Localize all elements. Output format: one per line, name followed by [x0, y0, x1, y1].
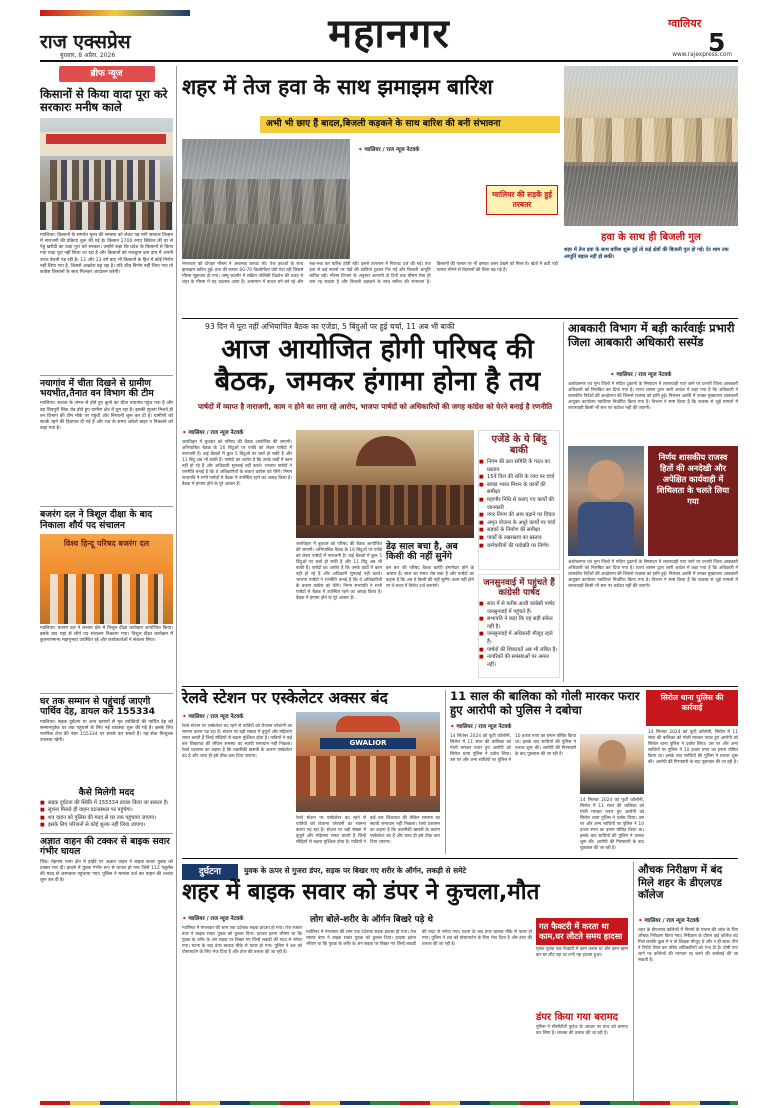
top-story-subheadline: अभी भी छाए हैं बादल,बिजली कड़कने के साथ बारिश की बनी संभावना	[266, 119, 501, 129]
council-kicker: 93 दिन में पूरा नहीं अभियाचित बैठक का एजेंडा, 5 बिंदुओं पर हुई चर्चा, 11 अब भी बाकी	[205, 322, 455, 331]
accident-body: ग्वालियर में मंगलवार की शाम एक दर्दनाक सड़क हादसा हो गया। तेज रफ्तार डंपर ने बाइक सवार युवक को कुचल दिया। हादसा इतना भीषण था कि युवक के शरीर के अंग सड़क पर बिखर गए जिन्हें लकड़ी की मदद से समेटा गया। घटना के बाद डंपर चालक मौके से फरार हो गया। पुलिस ने शव को पोस्टमार्टम के लिए भेज दिया है और डंपर की तलाश की जा रही है।	[182, 926, 304, 955]
accident-headline: शहर में बाइक सवार को डंपर ने कुचला,मौत	[182, 879, 540, 905]
congress-box	[478, 574, 560, 678]
shooting-badge	[646, 690, 738, 726]
shooting-byline: ✦ ग्वालियर / राज न्यूज नेटवर्क	[450, 722, 511, 730]
brief-4-headline: घर तक सम्मान से पहुंचाई जाएगी पार्थिव देह, डायल करें 155334	[40, 695, 156, 718]
brief-6-body: भिंड। मेहगांव थाना क्षेत्र में हाईवे पर अज्ञात वाहन ने बाइक सवार युवक को टक्कर मार दी। हादसे में युवक गंभीर रूप से घायल हो गया जिसे 112 एंबुलेंस की मदद से अस्पताल पहुंचाया गया। पुलिस ने मामला दर्ज कर वाहन की तलाश शुरू कर दी है।	[40, 859, 175, 884]
help-point: ■ सूचना मिलते ही वाहन घटनास्थल पर पहुंचेगा।	[40, 807, 173, 815]
college-byline: ✦ ग्वालियर / राज न्यूज नेटवर्क	[638, 916, 699, 924]
shooting-badge-text: सिरोल थाना पुलिस की कार्रवाई	[660, 693, 724, 712]
top-story-byline: ✦ ग्वालियर / राज न्यूज नेटवर्क	[358, 145, 419, 153]
shooting-headline: 11 साल की बालिका को गोली मारकर फरार हुए आरोपी को पुलिस ने दबोचा	[450, 689, 640, 717]
website: www.rajexpress.com	[672, 52, 732, 58]
help-point: ■ सड़क दुर्घटना की स्थिति में 155334 डायल किया जा सकता है।	[40, 800, 173, 808]
accident-body-continued: ग्वालियर में मंगलवार की शाम एक दर्दनाक सड़क हादसा हो गया। तेज रफ्तार डंपर ने बाइक सवार युवक को कुचल दिया। हादसा इतना भीषण था कि युवक के शरीर के अंग सड़क पर बिखर गए जिन्हें लकड़ी की मदद से समेटा गया। घटना के बाद डंपर चालक मौके से फरार हो गया। पुलिस ने शव को पोस्टमार्टम के लिए भेज दिया है और डंपर की तलाश की जा रही है।	[306, 930, 534, 947]
shooting-body: 14 सितंबर 2024 को फूटी कॉलोनी, सिरोल में 11 साल की बालिका को गोली मारकर फरार हुए आरोपी को सिरोल थाना पुलिस ने दबोच लिया। उस पर और अन्य साथियों पर पुलिस ने 10 हजार रुपए का इनाम घोषित किया था। इसके बाद साथियों की पुलिस ने तलाश शुरू की। आरोपी की गिरफ्तारी के बाद पूछताछ की जा रही है।	[450, 734, 578, 763]
brief-news-label-text: ब्रीफ न्यूज	[90, 69, 123, 79]
council-deck: पार्षदों में व्याप्त है नाराजगी, काम न होने का लगा रहे आरोप, भाजपा पार्षदों को अधिकारियों की जगह कांग्रेस को घेरने बनाई है रणनीति	[197, 402, 553, 411]
top-story-headline: शहर में तेज हवा के साथ झमाझम बारिश	[182, 75, 493, 99]
congress-point: ■ सभापति ने कहा कि यह सही संकेत नहीं है।	[479, 616, 559, 631]
excise-pullquote: निर्णय शासकीय राजस्व हितों की अनदेखी और अपेक्षित कार्यवाही में शिथिलता के चलते लिया गया	[656, 452, 730, 506]
council-box-head: डेढ़ साल बचा है, अब किसी की नहीं सुनेंगे	[386, 541, 458, 563]
bottom-color-bar	[40, 1101, 738, 1105]
masthead-rule	[40, 60, 738, 62]
accident-byline: ✦ ग्वालियर / राज न्यूज नेटवर्क	[182, 914, 243, 922]
brief-1-photo	[40, 118, 173, 230]
page-number: 5	[708, 28, 726, 57]
escalator-body-continued: रेलवे स्टेशन पर एस्केलेटर बंद रहने से यात्रियों को रोजाना परेशानी का सामना करना पड़ रहा है। स्टेशन पर बड़ी संख्या में बुजुर्ग और महिलाएं सफर करती हैं जिन्हें सीढ़ियों से चढ़ना मुश्किल होता है। यात्रियों ने कई बार शिकायत की लेकिन समस्या का स्थायी समाधान नहीं निकला। रेलवे प्रशासन का कहना है कि तकनीकी खराबी के कारण एस्केलेटर बंद है और जल्द ही इसे ठीक करा दिया जाएगा।	[296, 816, 442, 845]
council-headline: आज आयोजित होगी परिषद की बैठक, जमकर हंगामा होना है तय	[214, 334, 541, 397]
brief-4-body: ग्वालियर। सड़क दुर्घटना या अन्य कारणों से मृत व्यक्तियों की पार्थिव देह को सम्मानपूर्वक घर तक पहुंचाने के लिए नई व्यवस्था शुरू की गई है। इसके लिए नागरिक टोल फ्री नंबर 155334 पर संपर्क कर सकते हैं। यह सेवा निःशुल्क उपलब्ध रहेगी।	[40, 719, 175, 744]
shooting-body-continued: 14 सितंबर 2024 को फूटी कॉलोनी, सिरोल में 11 साल की बालिका को गोली मारकर फरार हुए आरोपी को सिरोल थाना पुलिस ने दबोच लिया। उस पर और अन्य साथियों पर पुलिस ने 10 हजार रुपए का इनाम घोषित किया था। इसके बाद साथियों की पुलिस ने तलाश शुरू की। आरोपी की गिरफ्तारी के बाद पूछताछ की जा रही है।	[648, 730, 740, 765]
city-label: ग्वालियर	[668, 17, 702, 30]
brief-news-label	[59, 66, 155, 82]
brief-1-headline: किसानों से किया वादा पूरा करे सरकारः मनीष काले	[40, 87, 168, 114]
congress-point: ■ नागरिकों की समस्याओं पर अमल नहीं।	[479, 654, 559, 669]
top-story-rain-photo	[182, 139, 350, 259]
accident-side1-body: मृतक युवक एक फैक्टरी में काम करता था और काम खत्म कर घर लौट रहा था तभी यह हादसा हुआ।	[536, 946, 630, 958]
brief-2-headline: नयागांव में चीता दिखने से ग्रामीण भयभीत,तैनात वन विभाग की टीम	[40, 377, 154, 400]
brief-6-headline: अज्ञात वाहन की टक्कर से बाइक सवार गंभीर घायल	[40, 835, 170, 858]
excise-pullquote-box	[648, 446, 738, 556]
escalator-byline: ✦ ग्वालियर / राज न्यूज नेटवर्क	[182, 712, 243, 720]
brief-5-subhead: कैसे मिलेगी मदद	[78, 787, 135, 798]
brief-3-photo	[40, 534, 173, 624]
excise-body: अशोकनगर एवं गुना जिलों में मदिरा दुकानों के निष्पादन में लापरवाही पाए जाने पर प्रभारी जिला आबकारी अधिकारी को निलंबित कर दिया गया है। राज्य शासन द्वारा जारी आदेश में कहा गया है कि अधिकारी ने शासकीय निर्देशों की अवहेलना की जिससे राजस्व को हानि हुई। निलंबन अवधि में उनका मुख्यालय आबकारी आयुक्त कार्यालय ग्वालियर निर्धारित किया गया है। विभाग ने स्पष्ट किया है कि राजस्व से जुड़े मामलों में लापरवाही किसी भी स्तर पर बर्दाश्त नहीं की जाएगी।	[568, 382, 740, 411]
accident-kicker: युवक के ऊपर से गुजरा डंपर, सड़क पर बिखर गए शरीर के ऑर्गन, लकड़ी से समेटे	[244, 866, 467, 875]
accident-side-box-2	[536, 1012, 628, 1098]
council-body-continued: जलविहार में बुधवार को परिषद की बैठक आयोजित की जाएगी। अभियाचित बैठक के 16 बिंदुओं पर एजेंडे को लेकर पार्षदों में नाराजगी है। कई बैठकों में कुल 5 बिंदुओं पर चर्चा हो सकी है और 11 बिंदु अब भी बाकी हैं। पार्षदों का आरोप है कि उनके वार्डों में काम नहीं हो रहे हैं और अधिकारी सुनवाई नहीं करते। भाजपा पार्षदों ने रणनीति बनाई है कि वे अधिकारियों के बजाय कांग्रेस को घेरेंगे। निगम सभापति ने सभी पार्षदों से बैठक में उपस्थित रहने का आग्रह किया है। बैठक में हंगामा होने के पूरे आसार हैं।	[296, 542, 384, 601]
excise-headline: आबकारी विभाग में बड़ी कार्रवाईः प्रभारी जिला आबकारी अधिकारी सस्पेंड	[568, 321, 735, 349]
congress-point: ■ सात में से करीब आधी कांग्रेसी पार्षद जनसुनवाई में पहुंचते हैं।	[479, 601, 559, 616]
accident-side-box-1	[536, 918, 628, 1008]
agenda-point: ■ नगर निगम की आय बढ़ाने पर विचार	[479, 512, 559, 520]
council-body: जलविहार में बुधवार को परिषद की बैठक आयोजित की जाएगी। अभियाचित बैठक के 16 बिंदुओं पर एजेंडे को लेकर पार्षदों में नाराजगी है। कई बैठकों में कुल 5 बिंदुओं पर चर्चा हो सकी है और 11 बिंदु अब भी बाकी हैं। पार्षदों का आरोप है कि उनके वार्डों में काम नहीं हो रहे हैं और अधिकारी सुनवाई नहीं करते। भाजपा पार्षदों ने रणनीति बनाई है कि वे अधिकारियों के बजाय कांग्रेस को घेरेंगे। निगम सभापति ने सभी पार्षदों से बैठक में उपस्थित रहने का आग्रह किया है। बैठक में हंगामा होने के पूरे आसार हैं।	[182, 440, 294, 487]
agenda-point: ■ पार्कों के रखरखाव का प्रस्ताव	[479, 535, 559, 543]
escalator-headline: रेलवे स्टेशन पर एस्केलेटर अक्सर बंद	[182, 689, 388, 707]
agenda-point: ■ स्वच्छ भारत मिशन के कार्यों की समीक्षा	[479, 482, 559, 497]
escalator-station-photo	[296, 712, 440, 812]
help-points	[40, 800, 173, 830]
congress-box-title: जनसुनवाई में पहुंचते हैं कांग्रेसी पार्षद	[483, 578, 555, 598]
college-body: शहर के डीएलएड कॉलेजों में नियमों के पालन की जांच के लिए औचक निरीक्षण किया गया। निरीक्षण के दौरान कई कॉलेज बंद मिले जबकि कुछ में न तो शिक्षक मौजूद थे और न ही छात्र। टीम ने रिपोर्ट तैयार कर वरिष्ठ अधिकारियों को भेज दी है। दोषी पाए जाने पर कॉलेजों की मान्यता रद्द करने की कार्रवाई की जा सकती है।	[638, 928, 740, 963]
top-story-photo-tag	[486, 185, 558, 215]
agenda-point: ■ कर्मचारियों की पदोन्नति पर निर्णय	[479, 543, 559, 551]
accident-side1-head-text: गत फैक्टरी में करता था काम,घर लौटते समय हादसा	[539, 921, 623, 942]
brief-3-body: ग्वालियर। बजरंग दल ने लश्कर क्षेत्र में त्रिशूल दीक्षा कार्यक्रम आयोजित किया। इसके बाद यहां से शौर्य पद संचालन निकाला गया। त्रिशूल दीक्षा कार्यक्रम में कुलगणमान्य महानुभाव उपस्थित रहे और कार्यकर्ताओं ने संकल्प लिया।	[40, 625, 175, 644]
agenda-box	[478, 430, 560, 570]
shooting-accused-photo	[580, 734, 644, 794]
paper-name: राज एक्सप्रेस	[40, 31, 131, 53]
station-sign: GWALIOR	[349, 739, 387, 747]
excise-body-continued: अशोकनगर एवं गुना जिलों में मदिरा दुकानों के निष्पादन में लापरवाही पाए जाने पर प्रभारी जिला आबकारी अधिकारी को निलंबित कर दिया गया है। राज्य शासन द्वारा जारी आदेश में कहा गया है कि अधिकारी ने शासकीय निर्देशों की अवहेलना की जिससे राजस्व को हानि हुई। निलंबन अवधि में उनका मुख्यालय आबकारी आयुक्त कार्यालय ग्वालियर निर्धारित किया गया है। विभाग ने स्पष्ट किया है कि राजस्व से जुड़े मामलों में लापरवाही किसी भी स्तर पर बर्दाश्त नहीं की जाएगी।	[568, 560, 740, 589]
agenda-point: ■ 15वें वित्त की राशि के व्यय पर चर्चा	[479, 474, 559, 482]
brief-news-column	[40, 66, 173, 1096]
agenda-title: एजेंडे के ये बिंदु बाकी	[491, 434, 547, 456]
excise-officer-photo	[568, 446, 644, 556]
top-story-photo-caption-head: हवा के साथ ही बिजली गुल	[601, 232, 701, 243]
agenda-point: ■ महापौर निधि से कराए गए कार्यों की जानकारी	[479, 497, 559, 512]
date-line: बुधवार, 8 अप्रैल, 2026	[60, 52, 116, 59]
shooting-body-lower: 14 सितंबर 2024 को फूटी कॉलोनी, सिरोल में 11 साल की बालिका को गोली मारकर फरार हुए आरोपी को सिरोल थाना पुलिस ने दबोच लिया। उस पर और अन्य साथियों पर पुलिस ने 10 हजार रुपए का इनाम घोषित किया था। इसके बाद साथियों की पुलिस ने तलाश शुरू की। आरोपी की गिरफ्तारी के बाद पूछताछ की जा रही है।	[580, 798, 646, 851]
agenda-point: ■ सड़कों के निर्माण की समीक्षा	[479, 527, 559, 535]
brief-1-body: ग्वालियर। किसानों के समर्थन मूल्य की समस्या को लेकर यह मांगें सरकार तिल्हन में नाराजगी की प्रक्रिया शुरू की गई है। किसान 2700 रुपए क्विंटल की दर से गेहूं खरीदी का वादा पूरा करे सरकार। उन्होंने कहा कि प्रदेश के किसानों से किया गया वादा पूरा नहीं किया जा रहा है और किसानों को मजबूरन कम दाम में अपनी उपज बेचनी पड़ रही है। 12 और 13 वर्ष बाद भी किसानों के हित में कोई निर्णय नहीं लिया गया है, जिससे आक्रोश बढ़ रहा है। यदि शीघ्र निर्णय नहीं लिया गया तो कांग्रेस किसानों के साथ मिलकर आंदोलन करेगी।	[40, 232, 175, 275]
top-story-photo-tag-text: ग्वालियर की सड़कें हुई तरबतर	[492, 190, 552, 209]
masthead	[0, 0, 778, 60]
college-headline: औचक निरीक्षण में बंद मिले शहर के डीएलएड कॉलेज	[638, 864, 723, 902]
section-title: महानगर	[328, 11, 450, 57]
top-story-subheadline-bar	[260, 116, 560, 133]
council-byline: ✦ ग्वालियर / राज न्यूज नेटवर्क	[182, 428, 243, 436]
council-hall-photo	[296, 430, 474, 538]
durghatna-label: दुर्घटना	[199, 867, 221, 877]
masthead-strip	[40, 10, 190, 16]
brief-3-photo-banner: विश्व हिन्दू परिषद बजरंग दल	[63, 538, 150, 548]
accident-side2-head: डंपर किया गया बरामद	[536, 1012, 618, 1023]
top-story-body: मंगलवार को दोपहर मौसम ने अचानक करवट ली। तेज हवाओं के साथ झमाझम बारिश हुई। हवा की रफ्तार 60-70 किलोमीटर प्रति घंटा रही जिससे मौसम सुहावना हो गया। जम्मू कश्मीर में सक्रिय पश्चिमी विक्षोभ की वजह से शहर के मौसम में यह बदलाव आया है। आसमान में बादल घने बने रहे और रुक-रुक कर बारिश होती रही। इससे तापमान में गिरावट दर्ज की गई। तेज हवा से कई स्थानों पर पेड़ों की डालियां टूटकर गिर गईं और बिजली आपूर्ति बाधित रही। मौसम विभाग के अनुसार आगामी दो दिनों तक मौसम ऐसा ही बना रह सकता है और बिजली कड़कने के साथ बारिश की संभावना है। किसानों की फसल पर भी इसका असर देखने को मिला है। खेतों में कटी पड़ी फसल भीगने से किसानों की चिंता बढ़ गई है।	[182, 262, 560, 285]
help-point: ■ शव वाहन को पुलिस की मदद से घर तक पहुंचाया जाएगा।	[40, 815, 173, 823]
accident-subhead: लोग बोले-शरीर के ऑर्गन बिखरे पड़े थे	[310, 915, 433, 925]
durghatna-label-box	[182, 864, 238, 880]
excise-byline: ✦ ग्वालियर / राज न्यूज नेटवर्क	[610, 370, 671, 378]
accident-side2-body: पुलिस ने सीसीटीवी फुटेज के आधार पर डंपर को बरामद कर लिया है। चालक की तलाश की जा रही है।	[536, 1025, 630, 1037]
top-story-city-photo	[564, 66, 738, 226]
congress-point: ■ जनसुनवाई में अधिकारी मौजूद रहते हैं।	[479, 631, 559, 646]
escalator-body: रेलवे स्टेशन पर एस्केलेटर बंद रहने से यात्रियों को रोजाना परेशानी का सामना करना पड़ रहा है। स्टेशन पर बड़ी संख्या में बुजुर्ग और महिलाएं सफर करती हैं जिन्हें सीढ़ियों से चढ़ना मुश्किल होता है। यात्रियों ने कई बार शिकायत की लेकिन समस्या का स्थायी समाधान नहीं निकला। रेलवे प्रशासन का कहना है कि तकनीकी खराबी के कारण एस्केलेटर बंद है और जल्द ही इसे ठीक करा दिया जाएगा।	[182, 724, 294, 759]
brief-3-headline: बजरंग दल ने त्रिशूल दीक्षा के बाद निकाला शौर्य पद संचालन	[40, 509, 153, 531]
agenda-point: ■ निगम की क्रय समिति के गठन का प्रस्ताव	[479, 459, 559, 474]
help-point: ■ इसके लिए परिजनों से कोई शुल्क नहीं लिया जाएगा।	[40, 822, 173, 830]
brief-2-body: ग्वालियर। सटाक के जंगल से होते हुए कूनो का चीता नयागांव पहुंच गया है और वह शिवपुरी लिंक रोड होते हुए ग्रामीण क्षेत्र में घूम रहा है। इसकी सूचना मिलते ही वन विभाग की टीम मौके पर पहुंची और निगरानी शुरू कर दी है। ग्रामीणों को सतर्क रहने की हिदायत दी गई है और रात के समय अकेले बाहर न निकलने को कहा गया है।	[40, 401, 175, 432]
congress-point: ■ पार्षदों की शिकायतें अब भी लंबित हैं।	[479, 647, 559, 655]
accident-side1-head	[536, 918, 628, 945]
council-box-body: इस बार की परिषद बैठक काफी हंगामेदार होने के आसार हैं। साल का समय शेष बचा है और पार्षदों का कहना है कि अब वे किसी की नहीं सुनेंगे। काम नहीं होने पर वे सदन में विरोध दर्ज कराएंगे।	[386, 566, 476, 589]
agenda-point: ■ अमृत योजना के अधूरे कार्यों पर चर्चा	[479, 520, 559, 528]
top-story-photo-caption: शहर में तेज हवा के साथ बारिश शुरू हुई तो कई क्षेत्रों की बिजली गुल हो गई। देर शाम तक आपूर्ति बहाल नहीं हो सकी।	[564, 247, 729, 260]
